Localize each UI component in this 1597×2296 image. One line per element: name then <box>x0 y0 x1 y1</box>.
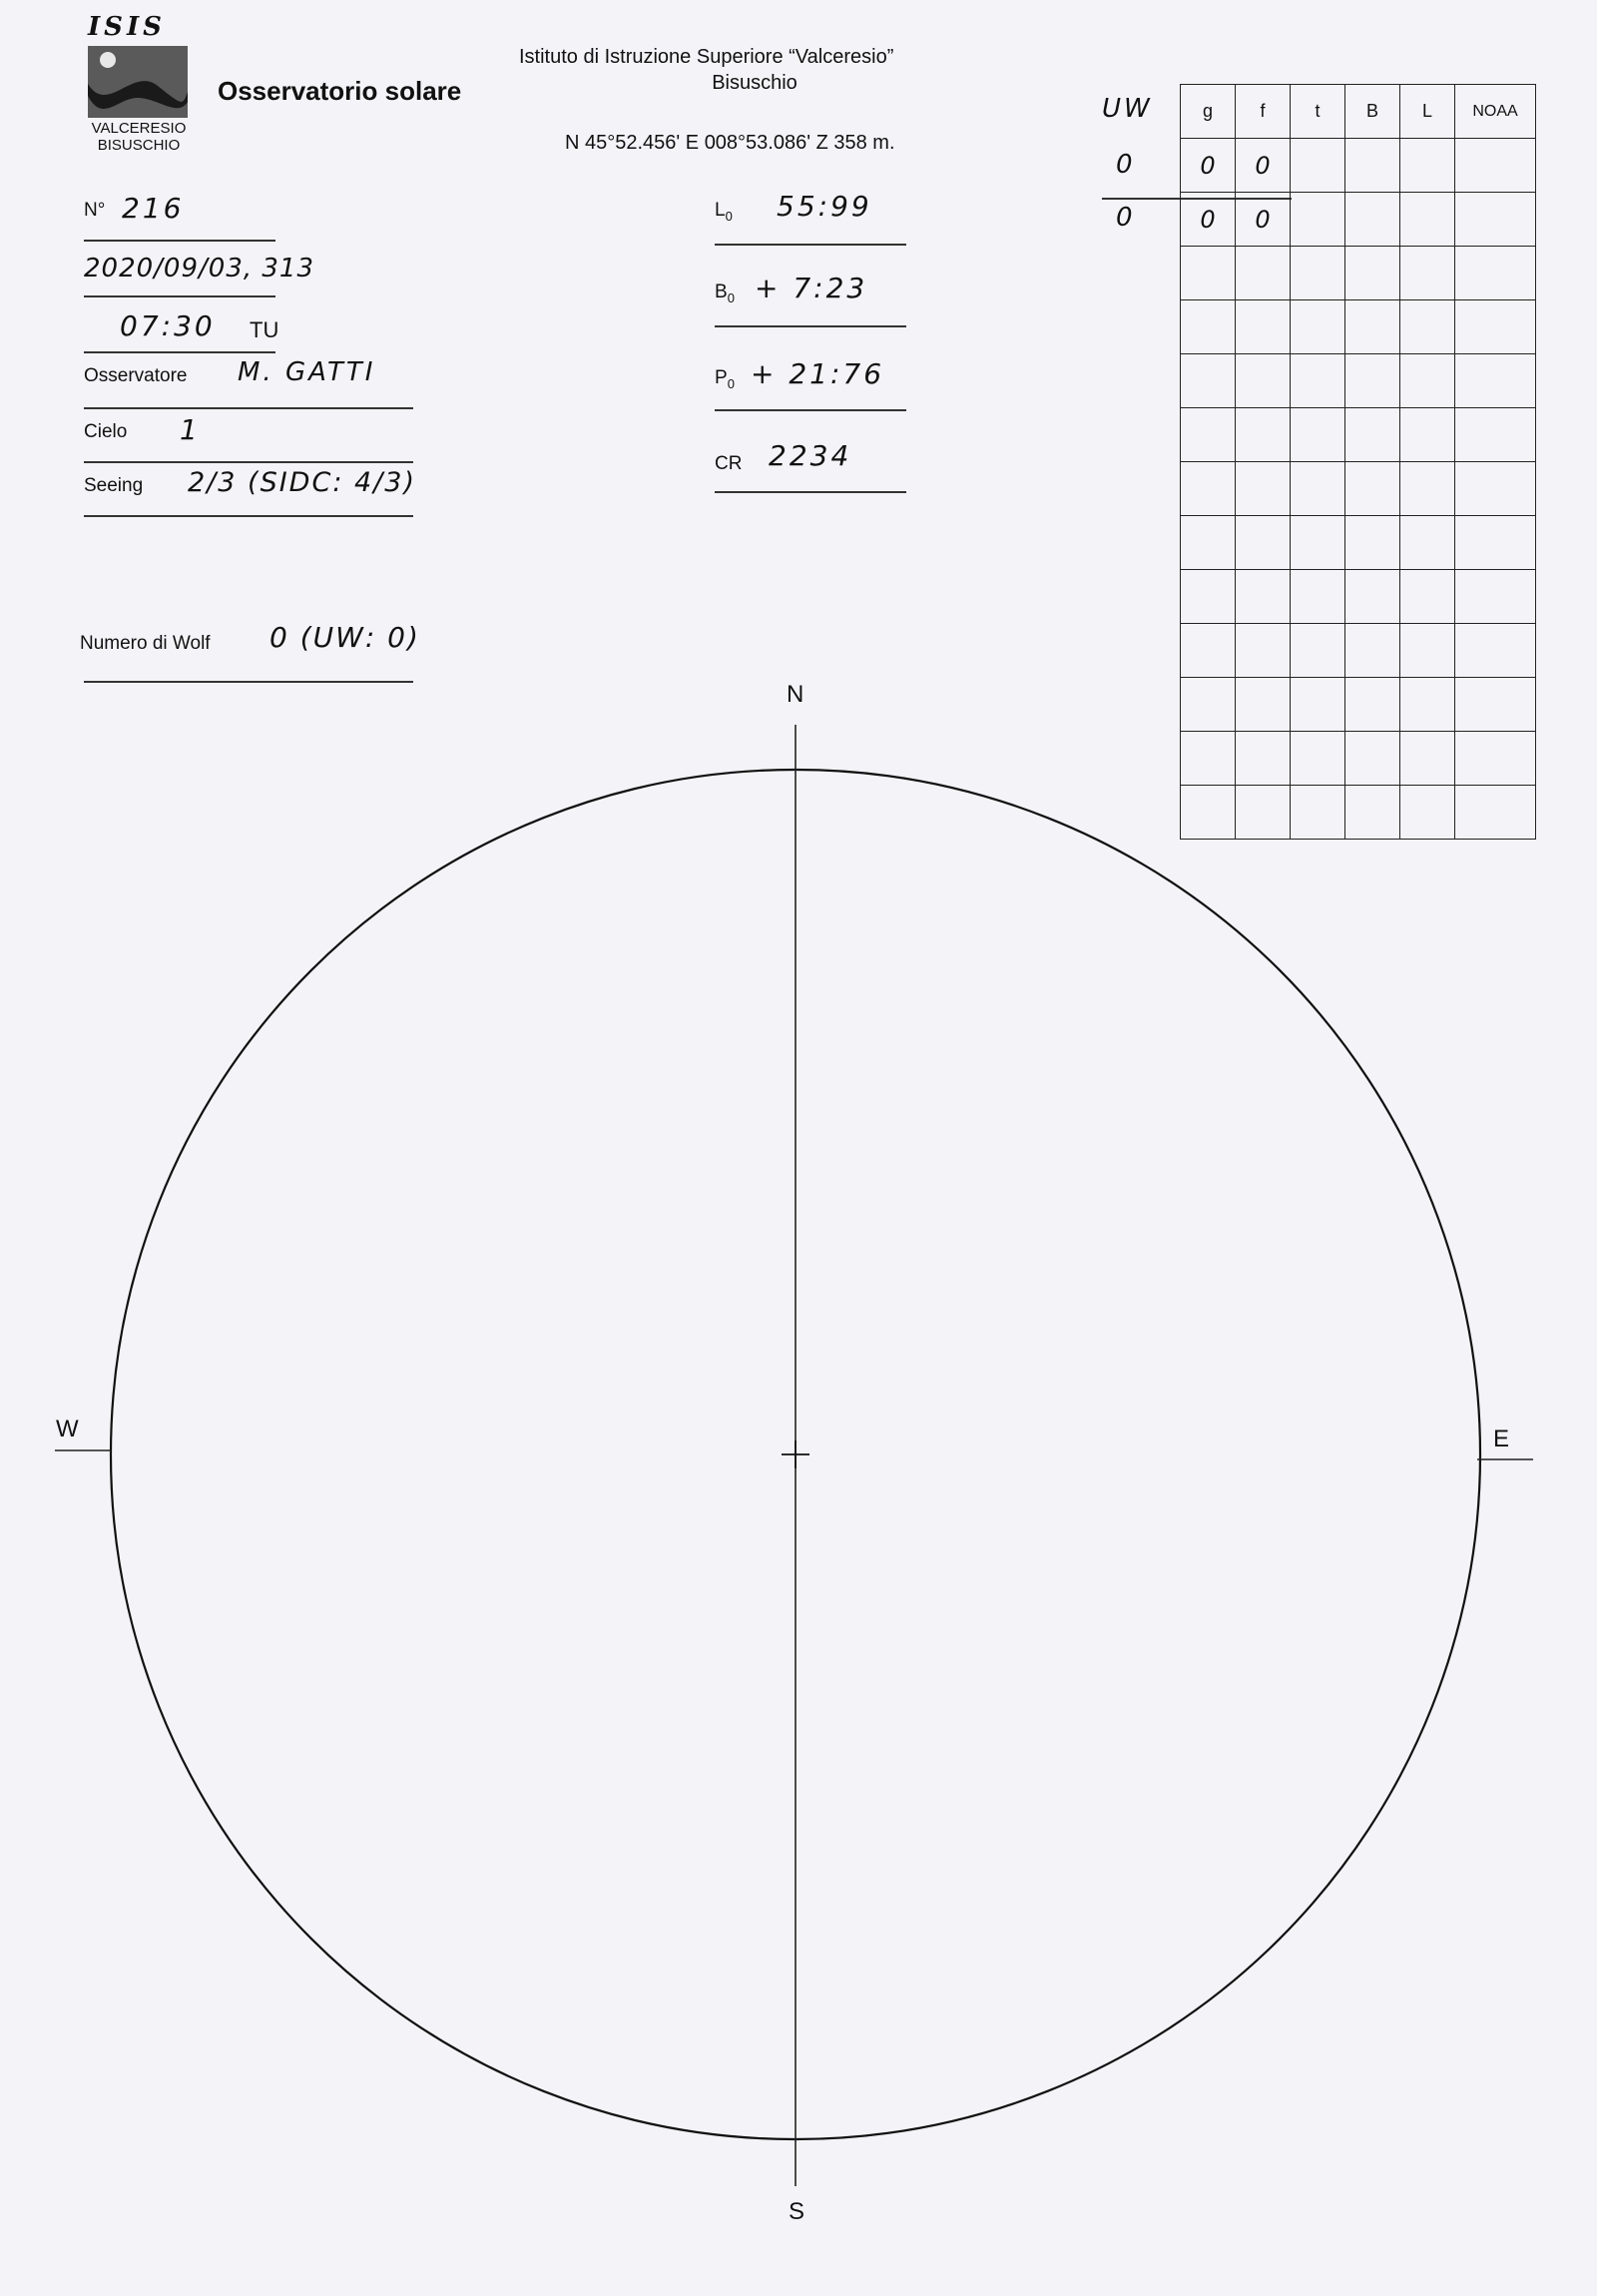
sky-label: Cielo <box>84 421 128 442</box>
l0-label: $L_0$ <box>715 200 733 224</box>
time-unit: TU <box>250 317 279 342</box>
p0-label: $P_0$ <box>715 367 735 391</box>
l0-value: 55:99 <box>777 190 872 223</box>
compass-north: N <box>787 681 804 708</box>
uw-value: 0 <box>1116 203 1136 233</box>
column-header-l: L <box>1400 85 1455 139</box>
b0-value: + 7:23 <box>755 272 868 304</box>
table-cell: 0 <box>1236 193 1291 247</box>
uw-header: UW <box>1102 94 1153 124</box>
cr-value: 2234 <box>769 439 852 472</box>
seeing-value: 2/3 (SIDC: 4/3) <box>188 467 416 498</box>
number-value: 216 <box>122 192 185 225</box>
wolf-label: Numero di Wolf <box>80 633 211 654</box>
wolf-value: 0 (UW: 0) <box>269 621 420 654</box>
column-header-f: f <box>1236 85 1291 139</box>
logo-wordmark: ISIS <box>88 12 166 42</box>
table-cell: 0 <box>1236 139 1291 193</box>
uw-value: 0 <box>1116 150 1136 180</box>
column-header-noaa: NOAA <box>1455 85 1536 139</box>
date-value: 2020/09/03, 313 <box>84 254 315 284</box>
compass-west: W <box>56 1416 79 1442</box>
logo-caption: BISUSCHIO <box>97 137 181 154</box>
column-header-t: t <box>1291 85 1345 139</box>
observer-label: Osservatore <box>84 365 188 386</box>
institute-name: Istituto di Istruzione Superiore “Valceresio” <box>519 46 894 68</box>
compass-south: S <box>789 2198 805 2225</box>
seeing-label: Seeing <box>84 475 144 496</box>
column-header-b: B <box>1345 85 1400 139</box>
page-title: Osservatorio solare <box>218 76 462 106</box>
sky-value: 1 <box>180 413 201 446</box>
column-header-g: g <box>1181 85 1236 139</box>
cr-label: CR <box>715 453 743 474</box>
logo-caption: VALCERESIO <box>91 120 187 137</box>
p0-value: + 21:76 <box>751 357 885 390</box>
observatory-coordinates: N 45°52.456' E 008°53.086' Z 358 m. <box>565 132 895 154</box>
b0-label: $B_0$ <box>715 282 735 305</box>
table-cell: 0 <box>1181 139 1236 193</box>
table-cell: 0 <box>1181 193 1236 247</box>
time-value: 07:30 <box>120 309 216 342</box>
number-label: N° <box>84 200 106 221</box>
observer-value: M. GATTI <box>238 357 376 387</box>
institute-town: Bisuschio <box>712 72 798 94</box>
compass-east: E <box>1493 1426 1510 1452</box>
